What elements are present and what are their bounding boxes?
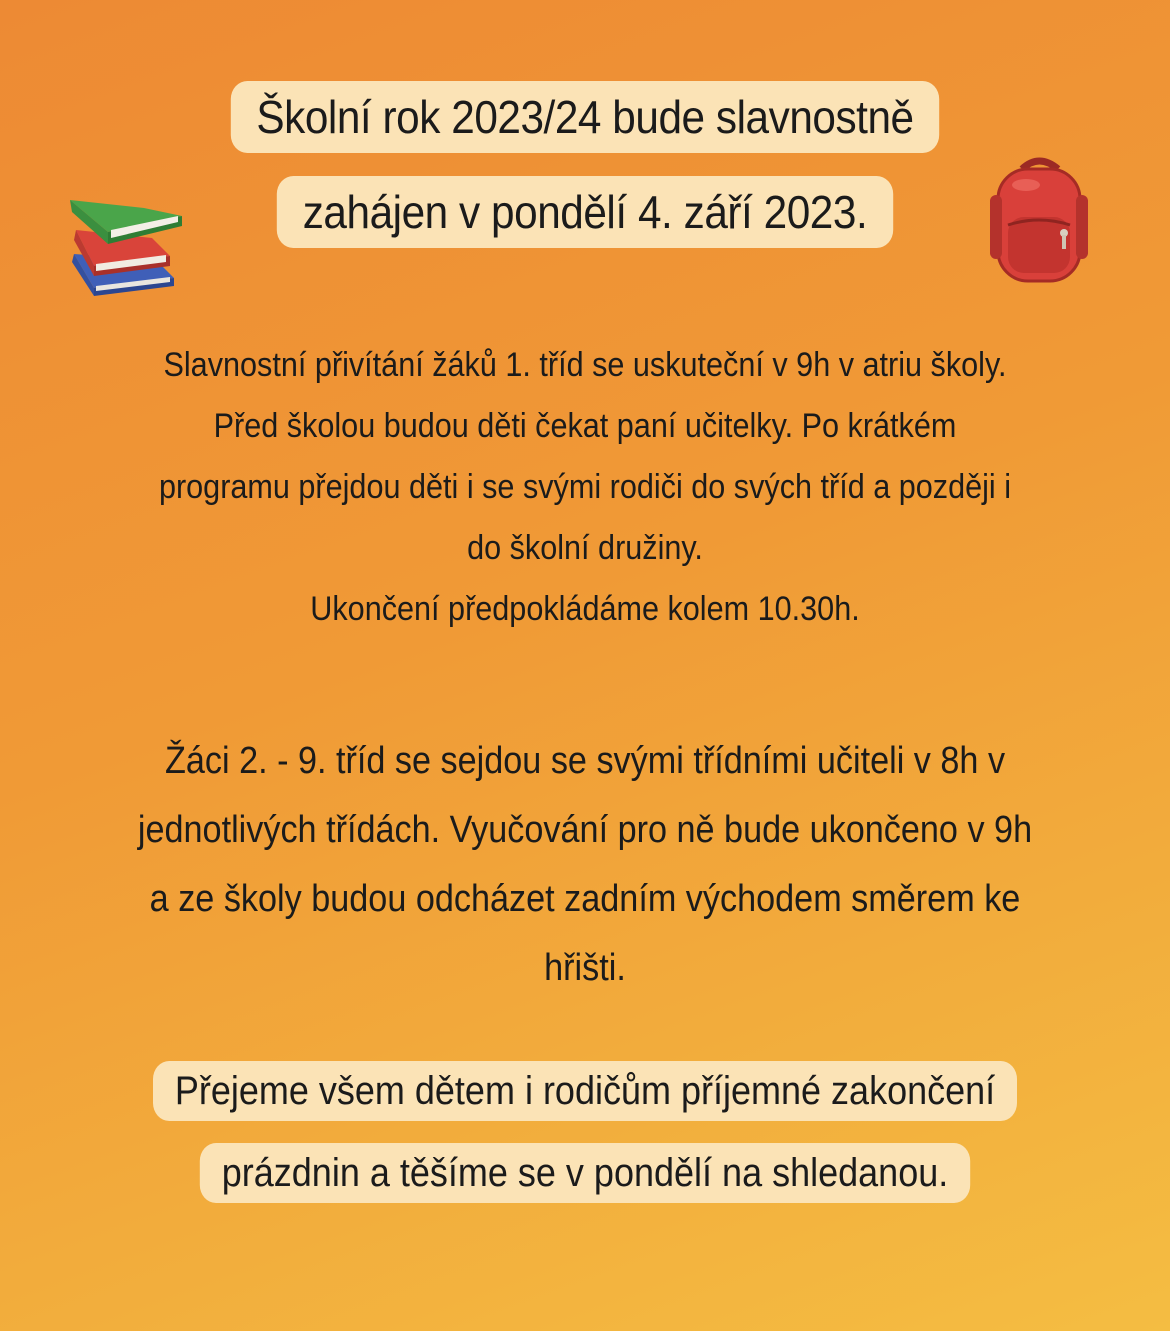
other-grades-paragraph <box>95 727 1076 1003</box>
closing-line-2: prázdnin a těšíme se v pondělí na shledanou. <box>200 1143 970 1203</box>
closing-line-1: Přejeme všem dětem i rodičům příjemné zakončení <box>153 1061 1017 1121</box>
paragraph2-line-3: a ze školy budou odcházet zadním východem směrem ke <box>149 878 1021 920</box>
page-title <box>47 70 1123 260</box>
paragraph1-line-2: Před školou budou děti čekat paní učitelky. Po krátkém <box>213 407 957 445</box>
closing-message <box>59 1050 1112 1214</box>
backpack-icon <box>984 155 1094 290</box>
books-icon <box>66 182 186 302</box>
paragraph2-line-1: Žáci 2. - 9. tříd se sejdou se svými třídními učiteli v 8h v <box>164 740 1006 782</box>
paragraph2-line-4: hřišti. <box>544 947 626 989</box>
paragraph1-line-4: do školní družiny. <box>467 529 703 567</box>
paragraph1-line-1: Slavnostní přivítání žáků 1. tříd se uskuteční v 9h v atriu školy. <box>163 346 1007 384</box>
title-line-2: zahájen v pondělí 4. září 2023. <box>277 176 893 248</box>
paragraph1-line-3: programu přejdou děti i se svými rodiči do svých tříd a později i <box>158 468 1012 506</box>
title-line-1: Školní rok 2023/24 bude slavnostně <box>231 81 940 153</box>
first-grade-paragraph <box>95 335 1076 640</box>
paragraph2-line-2: jednotlivých třídách. Vyučování pro ně bude ukončeno v 9h <box>137 809 1033 851</box>
closing-block <box>0 1050 1170 1214</box>
paragraph1-line-5: Ukončení předpokládáme kolem 10.30h. <box>310 590 860 628</box>
